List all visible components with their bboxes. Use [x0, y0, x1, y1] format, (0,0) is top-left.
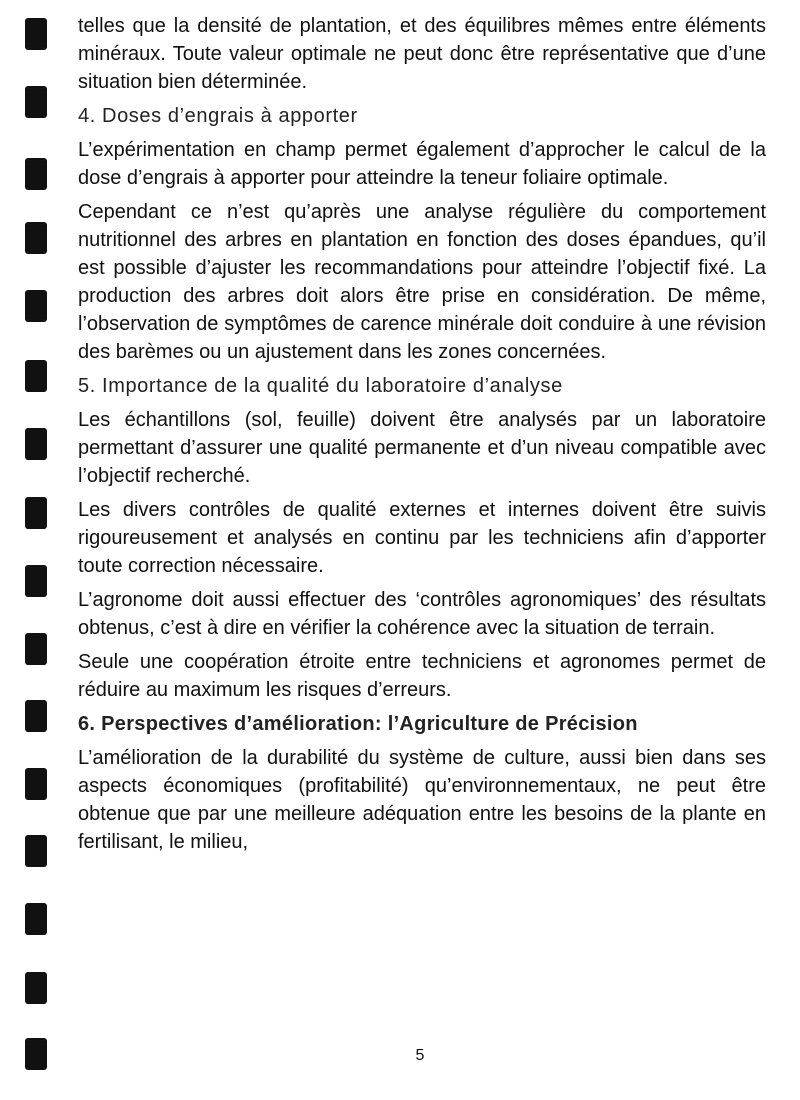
- binder-hole: [25, 428, 47, 460]
- section-6-paragraph-1: L’amélioration de la durabilité du système de culture, aussi bien dans ses aspects économiques (profitabilité) qu’environnementaux, ne peut être obtenue que par une meilleure adéquation entre les besoins de la plante en fertilisant, le milieu,: [78, 747, 766, 853]
- binder-hole: [25, 290, 47, 322]
- document-page: [78, 12, 766, 862]
- binder-hole: [25, 972, 47, 1004]
- binder-hole: [25, 903, 47, 935]
- section-6-heading: 6. Perspectives d’amélioration: l’Agriculture de Précision: [78, 713, 638, 735]
- section-5-heading: 5. Importance de la qualité du laboratoire d’analyse: [78, 375, 563, 397]
- section-5-paragraph-2: Les divers contrôles de qualité externes et internes doivent être suivis rigoureusement et analysés en continu par les techniciens afin d’apporter toute correction nécessaire.: [78, 499, 766, 577]
- binder-hole: [25, 18, 47, 50]
- binder-hole: [25, 700, 47, 732]
- section-5-paragraph-4: Seule une coopération étroite entre techniciens et agronomes permet de réduire au maximum les risques d’erreurs.: [78, 651, 766, 701]
- section-5-paragraph-1: Les échantillons (sol, feuille) doivent être analysés par un laboratoire permettant d’assurer une qualité permanente et d’un niveau compatible avec l’objectif recherché.: [78, 409, 766, 487]
- binder-hole: [25, 1038, 47, 1070]
- binder-hole: [25, 835, 47, 867]
- binder-hole: [25, 497, 47, 529]
- binder-holes: [0, 0, 60, 1100]
- binder-hole: [25, 633, 47, 665]
- binder-hole: [25, 158, 47, 190]
- section-4-heading: 4. Doses d’engrais à apporter: [78, 105, 358, 127]
- binder-hole: [25, 222, 47, 254]
- binder-hole: [25, 565, 47, 597]
- paragraph-continuation: telles que la densité de plantation, et des équilibres mêmes entre éléments minéraux. Toute valeur optimale ne peut donc être représentative que d’une situation bien déterminée.: [78, 15, 766, 93]
- section-4-paragraph-1: L’expérimentation en champ permet également d’approcher le calcul de la dose d’engrais à apporter pour atteindre la teneur foliaire optimale.: [78, 139, 766, 189]
- binder-hole: [25, 768, 47, 800]
- section-5-paragraph-3: L’agronome doit aussi effectuer des ‘contrôles agronomiques’ des résultats obtenus, c’est à dire en vérifier la cohérence avec la situation de terrain.: [78, 589, 766, 639]
- binder-hole: [25, 360, 47, 392]
- binder-hole: [25, 86, 47, 118]
- page-number: 5: [415, 1047, 425, 1064]
- section-4-paragraph-2: Cependant ce n’est qu’après une analyse régulière du comportement nutritionnel des arbres en plantation en fonction des doses épandues, qu’il est possible d’ajuster les recommandations pour atteindre l’objectif fixé. La production des arbres doit alors être prise en considération. De même, l’observation de symptômes de carence minérale doit conduire à une révision des barèmes ou un ajustement dans les zones concernées.: [78, 201, 766, 363]
